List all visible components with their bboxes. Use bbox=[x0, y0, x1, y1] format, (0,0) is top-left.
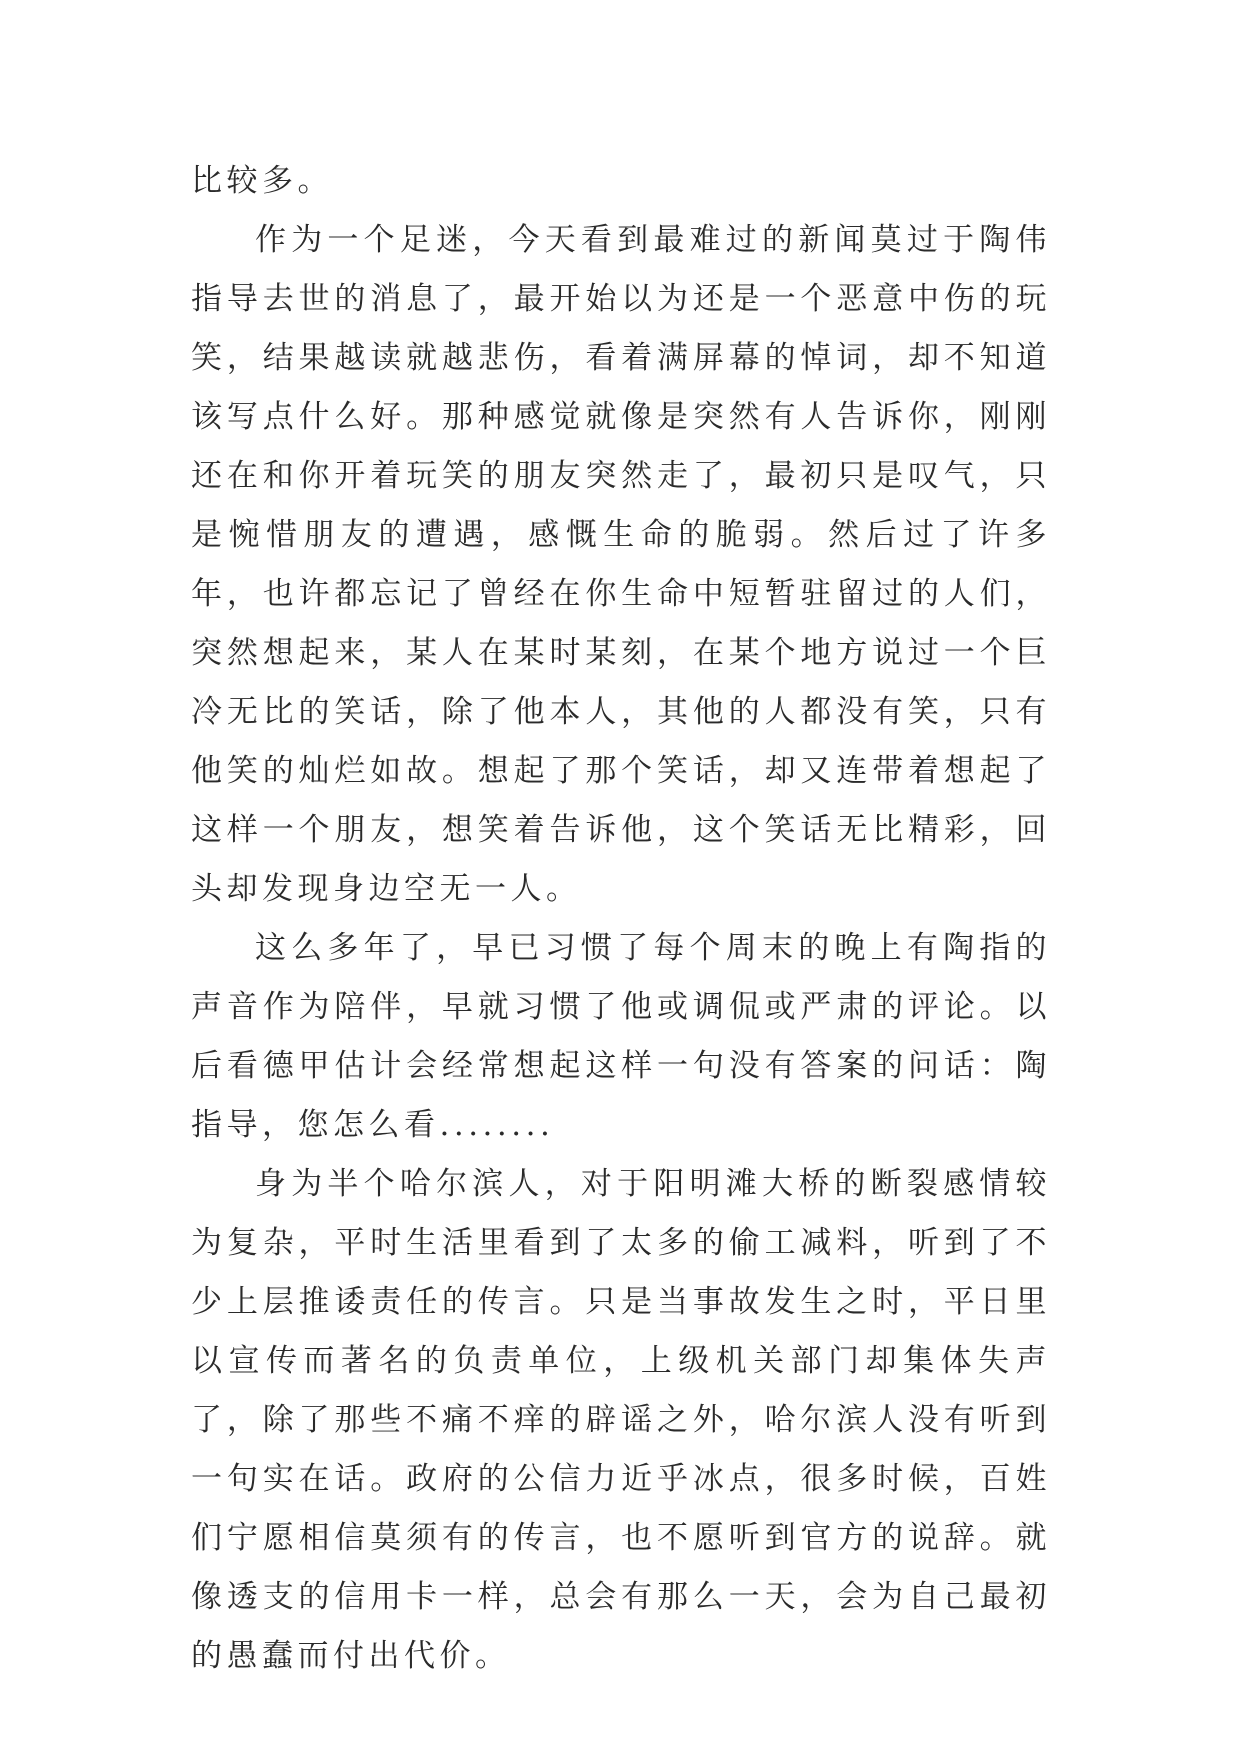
paragraph-continuation: 比较多。 bbox=[191, 163, 333, 199]
document-body bbox=[191, 152, 1051, 1686]
paragraph-bundesliga: 这么多年了，早已习惯了每个周末的晚上有陶指的声音作为陪伴，早就习惯了他或调侃或严肃的评论。以后看德甲估计会经常想起这样一句没有答案的问话：陶指导，您怎么看........ bbox=[191, 930, 1051, 1143]
paragraph-harbin-bridge: 身为半个哈尔滨人，对于阳明滩大桥的断裂感情较为复杂，平时生活里看到了太多的偷工减料，听到了不少上层推诿责任的传言。只是当事故发生之时，平日里以宣传而著名的负责单位，上级机关部门却集体失声了，除了那些不痛不痒的辟谣之外，哈尔滨人没有听到一句实在话。政府的公信力近乎冰点，很多时候，百姓们宁愿相信莫须有的传言，也不愿听到官方的说辞。就像透支的信用卡一样，总会有那么一天，会为自己最初的愚蠢而付出代价。 bbox=[191, 1166, 1051, 1674]
paragraph-tao-wei: 作为一个足迷，今天看到最难过的新闻莫过于陶伟指导去世的消息了，最开始以为还是一个恶意中伤的玩笑，结果越读就越悲伤，看着满屏幕的悼词，却不知道该写点什么好。那种感觉就像是突然有人告诉你，刚刚还在和你开着玩笑的朋友突然走了，最初只是叹气，只是惋惜朋友的遭遇，感慨生命的脆弱。然后过了许多年，也许都忘记了曾经在你生命中短暂驻留过的人们，突然想起来，某人在某时某刻，在某个地方说过一个巨冷无比的笑话，除了他本人，其他的人都没有笑，只有他笑的灿烂如故。想起了那个笑话，却又连带着想起了这样一个朋友，想笑着告诉他，这个笑话无比精彩，回头却发现身边空无一人。 bbox=[191, 222, 1051, 907]
